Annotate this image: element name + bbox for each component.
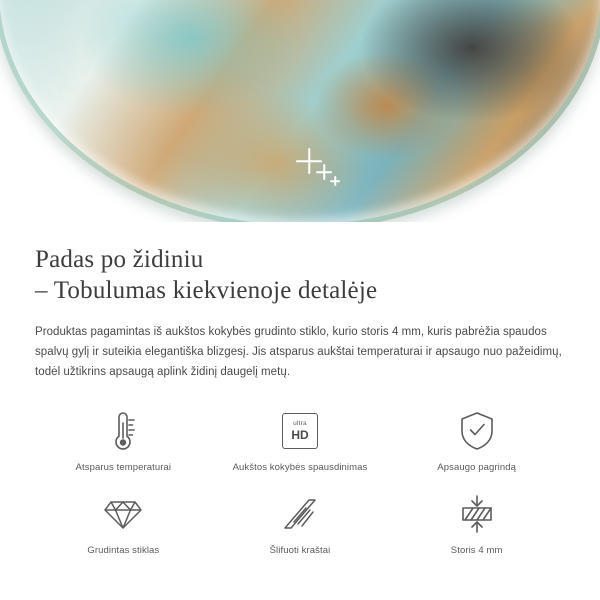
feature-item	[388, 491, 565, 556]
feature-label: Grudintas stiklas	[87, 545, 160, 556]
feature-label: Aukštos kokybės spausdinimas	[232, 462, 368, 473]
feature-item	[212, 491, 389, 556]
ultra-hd-badge-icon	[282, 408, 318, 454]
feature-label: Atsparus temperaturai	[75, 462, 172, 473]
polished-edges-icon	[279, 491, 321, 537]
badge-bottom-text: HD	[291, 427, 309, 442]
diamond-icon	[101, 491, 145, 537]
feature-item	[35, 491, 212, 556]
shield-check-icon	[457, 408, 497, 454]
feature-label: Storis 4 mm	[450, 545, 503, 556]
feature-grid	[35, 408, 565, 556]
feature-item	[212, 408, 389, 473]
marble-glass-pad-image	[0, 0, 600, 222]
feature-item	[388, 408, 565, 473]
badge-top-text: ultra	[293, 420, 307, 428]
thermometer-icon	[105, 408, 141, 454]
thickness-arrows-icon	[456, 491, 498, 537]
feature-label: Apsaugo pagrindą	[437, 462, 517, 473]
content-section	[0, 222, 600, 556]
feature-label: Šlifuoti kraštai	[269, 545, 331, 556]
feature-item	[35, 408, 212, 473]
headline-line-1: Padas po židiniu	[35, 246, 204, 273]
description-paragraph: Produktas pagamintas iš aukštos kokybės grudinto stiklo, kurio storis 4 mm, kuris pabrėžia spaudos spalvų gylį ir suteikia elegantiška blizgesį. Jis atsparus aukštai temperaturai ir apsaugo nuo pažeidimų, todėl užtikrins apsaugą aplink židinį daugelį metų.	[35, 326, 562, 378]
hero-image	[0, 0, 600, 222]
page-title	[35, 222, 565, 306]
headline-line-2: – Tobulumas kiekvienoje detalėje	[35, 277, 378, 304]
